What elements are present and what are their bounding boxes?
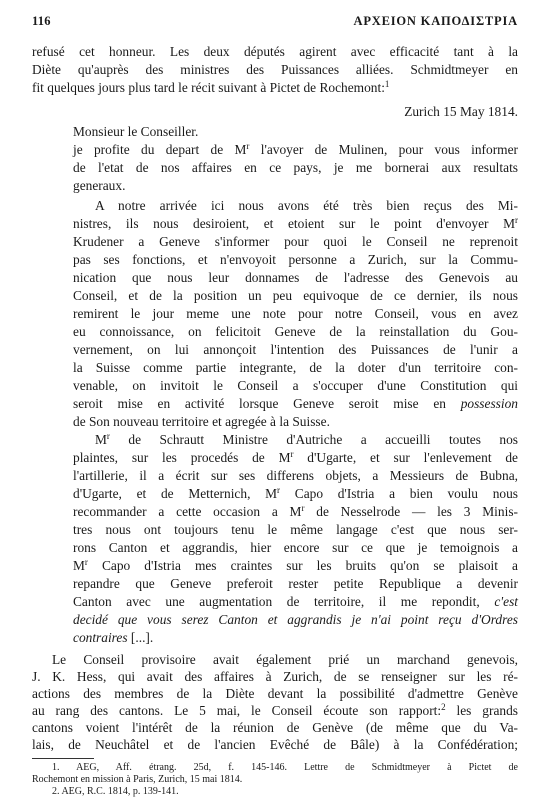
text-run: M (95, 432, 107, 447)
footnote-ref-2: 2 (441, 702, 446, 712)
letter-p3-line-8 (73, 558, 518, 574)
letter-p2-line-2 (73, 216, 518, 232)
running-header (32, 14, 518, 32)
superscript: r (301, 503, 305, 513)
letter-p3-line-6: tres nous ont toujours tenu le même langage c'est que nous ser- (73, 522, 518, 537)
letter-p2-line-4: pas ses fonctions, et n'envoyoit personne a Zurich, sur la Commu- (73, 252, 518, 267)
superscript: r (106, 431, 110, 441)
footnote-1-line-2: Rochemont en mission à Paris, Zurich, 15 mai 1814. (32, 774, 243, 785)
letter-p2-line-5: nication que nous leur donnames de l'adresse des Genevois au (73, 270, 518, 285)
letter-p2-line-8: eu connoissance, on felicitoit Geneve de la reinstallation du Gou- (73, 324, 518, 339)
letter-p3-line-4 (73, 486, 518, 502)
text-run: Capo d'Istria a bien voulu nous (280, 486, 518, 501)
text-run: [...]. (127, 630, 154, 645)
letter-p1-line-3: generaux. (73, 178, 126, 193)
letter-p3-line-11: decidé que vous serez Canton et aggrandis je n'ai point reçu d'Ordres (73, 612, 518, 627)
letter-p2-line-11: venable, on invitoit le Conseil a s'occuper d'une Constitution qui (73, 378, 518, 393)
letter-p1-line-1 (73, 142, 518, 158)
italic-run: c'est (494, 594, 518, 609)
text-run: Capo d'Istria mes craintes sur les bruits qu'on se plaisoit a (87, 558, 518, 573)
letter-p3-line-2 (73, 450, 518, 466)
intro-line-3-text: fit quelques jours plus tard le récit suivant à Pictet de Rochemont: (32, 80, 385, 95)
text-run: seroit mise en activité lorsque Geneve seroit mise en (73, 396, 461, 411)
letter-p3-line-9: repandre que Geneve preferoit rester petite Republique a devenir (73, 576, 518, 591)
main-line-6: lais, de Neuchâtel et de l'ancien Evêché de Bâle) à la Confédération; (32, 737, 518, 752)
main-line-5: cantons voient l'intérêt de la réunion de Genève (de même que du Va- (32, 720, 518, 735)
page-number: 116 (32, 14, 51, 28)
letter-p2-line-6: Conseil, et de la position un peu equivoque de ce dernier, ils nous (73, 288, 518, 303)
main-line-3: actions des membres de la Diète devant la possibilité d'admettre Genève (32, 686, 518, 701)
text-run: de Schrautt Ministre d'Autriche a accueilli toutes nos (109, 432, 518, 447)
letter-p3-line-10 (73, 594, 518, 610)
text-run: l'avoyer de Mulinen, pour vous informer (249, 142, 518, 157)
superscript: r (515, 215, 518, 225)
letter-p1-line-2: de l'etat de nos affaires en ce pays, je me bornerai aux resultats (73, 160, 518, 175)
main-line-2: J. K. Hess, qui avait des affaires à Zurich, de se renseigner sur les ré- (32, 669, 518, 684)
text-run: je profite du depart de M (73, 142, 247, 157)
text-run: Canton avec une augmentation de territoire, il me repondit, (73, 594, 495, 609)
letter-dateline: Zurich 15 May 1814. (404, 104, 518, 119)
superscript: r (84, 557, 88, 567)
letter-p3-line-1 (95, 432, 518, 448)
footnote-ref-1: 1 (384, 79, 390, 89)
letter-p2-line-7: remirent le jour meme une note pour notre Conseil, vous en avez (73, 306, 518, 321)
letter-salutation: Monsieur le Conseiller. (73, 124, 199, 139)
footnote-1-line-1: 1. AEG, Aff. étrang. 25d, f. 145-146. Lettre de Schmidtmeyer à Pictet de (52, 762, 518, 773)
text-run: au rang des cantons. Le 5 mai, le Conseil écoute son rapport: (32, 703, 442, 718)
italic-run: contraires (73, 630, 128, 645)
letter-p3-line-3: l'artillerie, il a écrit sur ses differens objets, a Messieurs de Bubna, (73, 468, 518, 483)
running-title: ΑΡΧΕΙΟΝ ΚΑΠΟΔΙΣΤΡΙΑ (353, 14, 518, 28)
letter-p2-line-9: vernement, on lui annonçoit l'intention des Puissances de l'unir a (73, 342, 518, 357)
letter-p3-line-7: rons Canton et aggrandis, hier encore sur ce que je temoignois a (73, 540, 518, 555)
intro-line-2: Diète qu'auprès des ministres des Puissances alliées. Schmidtmeyer en (32, 62, 518, 77)
text-run: les grands (445, 703, 518, 718)
text-run: d'Ugarte, et de Metternich, M (73, 486, 278, 501)
superscript: r (277, 485, 281, 495)
letter-p2-line-10: la Suisse comme partie integrante, de la doter d'un territoire con- (73, 360, 518, 375)
intro-line-3 (32, 80, 518, 96)
letter-p2-line-12 (73, 396, 518, 412)
letter-p3-line-5 (73, 504, 518, 520)
text-run: de Nesselrode — les 3 Minis- (304, 504, 518, 519)
text-run: recommander a cette occasion a M (73, 504, 302, 519)
intro-line-1: refusé cet honneur. Les deux députés agirent avec efficacité tant à la (32, 44, 518, 59)
letter-p2-line-13: de Son nouveau territoire et agregée à la Suisse. (73, 414, 330, 429)
letter-p3-line-12 (73, 630, 518, 646)
superscript: r (290, 449, 294, 459)
text-run: M (73, 558, 85, 573)
text-run: nistres, ils nous desiroient, et etoient sur le point d'envoyer M (73, 216, 515, 231)
main-line-1: Le Conseil provisoire avait également prié un marchand genevois, (52, 652, 518, 667)
italic-run: possession (460, 396, 518, 411)
superscript: r (246, 141, 250, 151)
text-run: plaintes, sur les procedés de M (73, 450, 291, 465)
letter-p2-line-3: Krudener a Geneve s'informer pour quoi le Conseil ne reprenoit (73, 234, 518, 249)
footnote-2: 2. AEG, R.C. 1814, p. 139-141. (52, 786, 179, 797)
letter-p2-line-1: A notre arrivée ici nous avons été très bien reçus des Mi- (95, 198, 518, 213)
text-run: d'Ugarte, et sur l'enlevement de (293, 450, 518, 465)
